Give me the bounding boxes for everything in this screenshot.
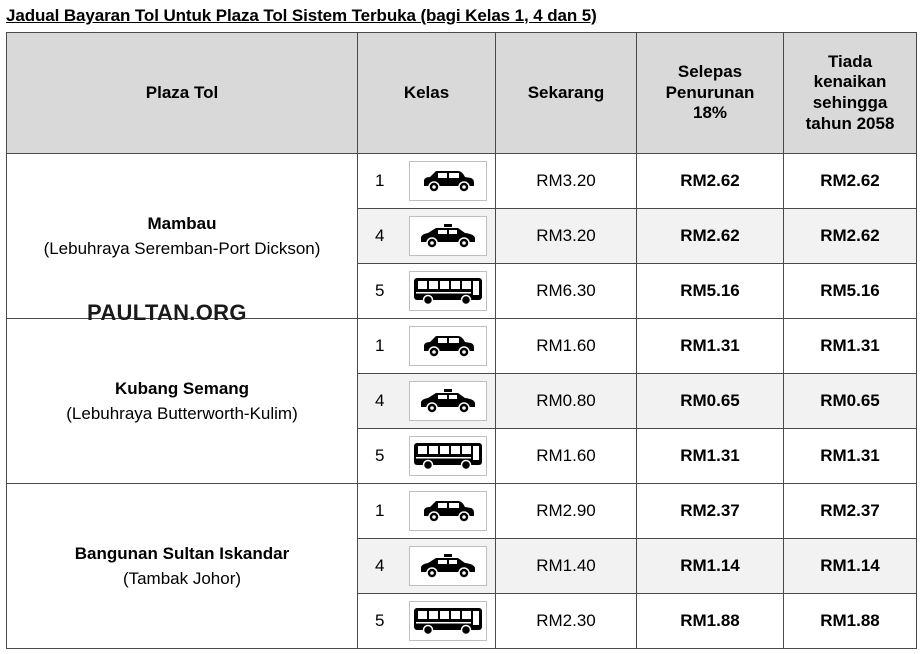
header-row: [7, 33, 917, 154]
vehicle-icon-cell: [402, 319, 496, 374]
taxi-icon: [409, 381, 487, 421]
tiada-cell: RM1.88: [784, 594, 917, 649]
plaza-highway: (Tambak Johor): [122, 569, 242, 588]
header-plaza: Plaza Tol: [7, 33, 358, 154]
sekarang-cell: RM3.20: [496, 154, 637, 209]
table-row: [7, 484, 917, 539]
selepas-cell: RM1.14: [637, 539, 784, 594]
bus-icon: [409, 601, 487, 641]
car-icon: [409, 491, 487, 531]
page-title: Jadual Bayaran Tol Untuk Plaza Tol Sistem Terbuka (bagi Kelas 1, 4 dan 5): [6, 6, 597, 25]
sekarang-cell: RM6.30: [496, 264, 637, 319]
plaza-cell: [7, 154, 358, 319]
header-kelas: Kelas: [358, 33, 496, 154]
sekarang-cell: RM1.40: [496, 539, 637, 594]
header-tiada: [784, 33, 917, 154]
car-icon: [409, 326, 487, 366]
kelas-cell: 4: [358, 209, 402, 264]
plaza-name: Mambau: [147, 213, 217, 233]
toll-rate-table: [6, 32, 917, 649]
tiada-cell: RM5.16: [784, 264, 917, 319]
car-icon: [409, 161, 487, 201]
kelas-cell: 5: [358, 264, 402, 319]
selepas-cell: RM1.88: [637, 594, 784, 649]
table-row: [7, 154, 917, 209]
plaza-name: Bangunan Sultan Iskandar: [74, 543, 290, 563]
sekarang-cell: RM0.80: [496, 374, 637, 429]
tiada-cell: RM2.62: [784, 154, 917, 209]
selepas-cell: RM2.37: [637, 484, 784, 539]
selepas-cell: RM1.31: [637, 319, 784, 374]
vehicle-icon-cell: [402, 429, 496, 484]
plaza-highway: (Lebuhraya Butterworth-Kulim): [66, 404, 298, 423]
vehicle-icon-cell: [402, 539, 496, 594]
selepas-cell: RM2.62: [637, 209, 784, 264]
sekarang-cell: RM1.60: [496, 429, 637, 484]
selepas-cell: RM2.62: [637, 154, 784, 209]
kelas-cell: 1: [358, 484, 402, 539]
selepas-cell: RM5.16: [637, 264, 784, 319]
tiada-cell: RM1.31: [784, 319, 917, 374]
kelas-cell: 1: [358, 154, 402, 209]
tiada-cell: RM1.31: [784, 429, 917, 484]
header-selepas: [637, 33, 784, 154]
taxi-icon: [409, 546, 487, 586]
header-tiada-text: Tiada kenaikan sehingga tahun 2058: [805, 51, 895, 133]
bus-icon: [409, 271, 487, 311]
sekarang-cell: RM3.20: [496, 209, 637, 264]
header-selepas-text: Selepas Penurunan 18%: [665, 61, 755, 123]
kelas-cell: 4: [358, 374, 402, 429]
selepas-cell: RM0.65: [637, 374, 784, 429]
sekarang-cell: RM2.30: [496, 594, 637, 649]
plaza-name: Kubang Semang: [114, 378, 250, 398]
selepas-cell: RM1.31: [637, 429, 784, 484]
bus-icon: [409, 436, 487, 476]
kelas-cell: 5: [358, 594, 402, 649]
header-sekarang: Sekarang: [496, 33, 637, 154]
kelas-cell: 5: [358, 429, 402, 484]
kelas-cell: 4: [358, 539, 402, 594]
tiada-cell: RM0.65: [784, 374, 917, 429]
sekarang-cell: RM1.60: [496, 319, 637, 374]
vehicle-icon-cell: [402, 594, 496, 649]
vehicle-icon-cell: [402, 264, 496, 319]
vehicle-icon-cell: [402, 209, 496, 264]
table-body: [7, 154, 917, 649]
sekarang-cell: RM2.90: [496, 484, 637, 539]
tiada-cell: RM1.14: [784, 539, 917, 594]
plaza-highway: (Lebuhraya Seremban-Port Dickson): [43, 239, 321, 258]
vehicle-icon-cell: [402, 154, 496, 209]
kelas-cell: 1: [358, 319, 402, 374]
vehicle-icon-cell: [402, 484, 496, 539]
taxi-icon: [409, 216, 487, 256]
plaza-cell: [7, 484, 358, 649]
tiada-cell: RM2.37: [784, 484, 917, 539]
watermark: PAULTAN.ORG: [87, 300, 247, 325]
plaza-cell: [7, 319, 358, 484]
table-row: [7, 319, 917, 374]
tiada-cell: RM2.62: [784, 209, 917, 264]
vehicle-icon-cell: [402, 374, 496, 429]
